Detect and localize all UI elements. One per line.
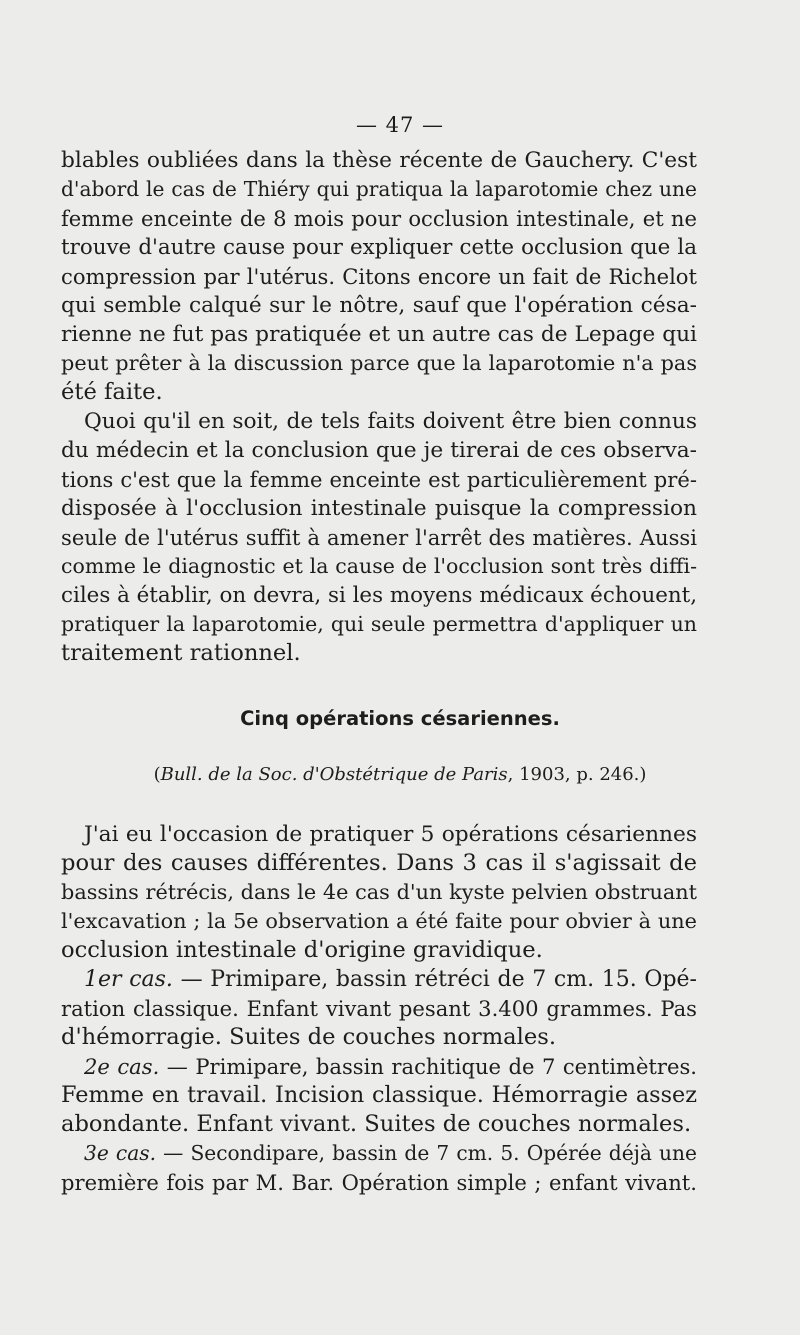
text-line: ration classique. Enfant vivant pesant 3.400 grammes. Pas	[61, 996, 697, 1021]
text-line: du médecin et la conclusion que je tirerai de ces observa-	[61, 438, 697, 463]
text-line: d'abord le cas de Thiéry qui pratiqua la laparotomie chez une	[61, 177, 697, 201]
case-label: 1er cas.	[84, 967, 173, 992]
text-line: femme enceinte de 8 mois pour occlusion intestinale, et ne	[61, 206, 697, 231]
text-line: pratiquer la laparotomie, qui seule permettra d'appliquer un	[61, 612, 697, 636]
section-heading: Cinq opérations césariennes.	[240, 707, 560, 730]
text-line: peut prêter à la discussion parce que la laparotomie n'a pas	[61, 351, 697, 375]
text-line: trouve d'autre cause pour expliquer cette occlusion que la	[61, 235, 697, 260]
case-label: 2e cas.	[84, 1054, 160, 1079]
text-line: occlusion intestinale d'origine gravidique.	[61, 937, 543, 963]
case-text: — Primipare, bassin rétréci de 7 cm. 15. Opé-	[172, 967, 697, 992]
text-line: rienne ne fut pas pratiquée et un autre cas de Lepage qui	[61, 322, 697, 347]
text-line: blables oubliées dans la thèse récente de Gauchery. C'est	[61, 148, 697, 173]
case-line	[84, 1139, 697, 1168]
case-text: — Primipare, bassin rachitique de 7 centimètres.	[159, 1054, 697, 1079]
page-number: — 47 —	[355, 113, 445, 137]
text-line: seule de l'utérus suffit à amener l'arrêt des matières. Aussi	[61, 525, 697, 550]
text-line: qui semble calqué sur le nôtre, sauf que l'opération césa-	[61, 293, 697, 318]
text-line: l'excavation ; la 5e observation a été faite pour obvier à une	[61, 909, 697, 933]
citation-source: Bull. de la Soc. d'Obstétrique de Paris	[160, 764, 508, 785]
citation-open: (	[153, 764, 161, 785]
text-line: tions c'est que la femme enceinte est particulièrement pré-	[61, 467, 697, 492]
text-line: Femme en travail. Incision classique. Hémorragie assez	[61, 1082, 697, 1108]
text-line: première fois par M. Bar. Opération simple ; enfant vivant.	[61, 1170, 697, 1195]
text-line: pour des causes différentes. Dans 3 cas il s'agissait de	[61, 850, 697, 876]
text-line: disposée à l'occlusion intestinale puisque la compression	[61, 496, 697, 521]
text-line: d'hémorragie. Suites de couches normales.	[61, 1024, 556, 1050]
text-line: abondante. Enfant vivant. Suites de couches normales.	[61, 1111, 692, 1137]
citation-details: , 1903, p. 246.)	[507, 764, 647, 785]
case-label: 3e cas.	[84, 1141, 157, 1165]
text-line: compression par l'utérus. Citons encore un fait de Richelot	[61, 264, 697, 289]
text-line: J'ai eu l'occasion de pratiquer 5 opérations césariennes	[84, 822, 697, 847]
case-text: — Secondipare, bassin de 7 cm. 5. Opérée déjà une	[156, 1141, 697, 1165]
text-line: comme le diagnostic et la cause de l'occlusion sont très diffi-	[61, 554, 697, 578]
text-line: Quoi qu'il en soit, de tels faits doivent être bien connus	[84, 409, 697, 434]
citation	[0, 764, 800, 785]
case-line	[84, 1052, 697, 1081]
case-line	[84, 965, 697, 994]
text-line: ciles à établir, on devra, si les moyens médicaux échouent,	[61, 583, 698, 608]
text-line: été faite.	[61, 379, 163, 405]
text-line: traitement rationnel.	[61, 640, 301, 666]
text-line: bassins rétrécis, dans le 4e cas d'un kyste pelvien obstruant	[61, 880, 697, 904]
